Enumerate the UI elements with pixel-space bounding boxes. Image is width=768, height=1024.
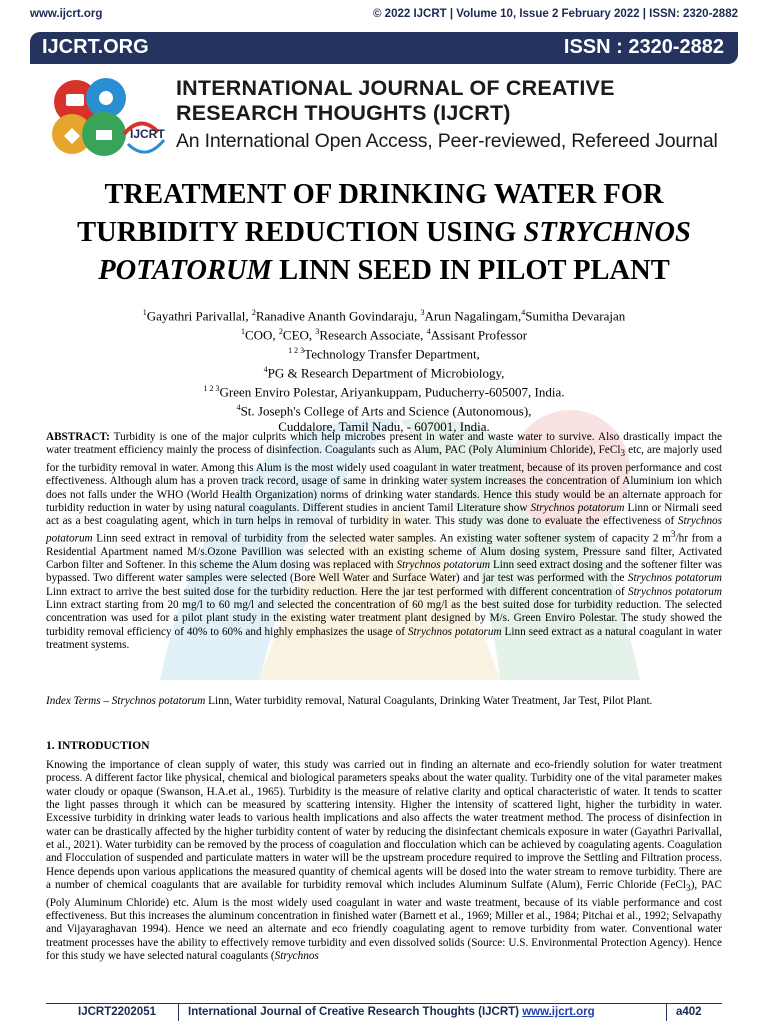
- author-names: $^1$Gayathri Parivallal, $^2$Ranadive Ananth Govindaraju, $^3$Arun Nagalingam,$^4$Sumitha Devarajan: [142, 308, 626, 324]
- paper-title: [30, 176, 738, 290]
- paper-id: IJCRT2202051: [78, 1006, 156, 1018]
- index-terms-label: Index Terms –: [46, 695, 112, 707]
- journal-banner: [30, 32, 738, 64]
- banner-site: IJCRT.ORG: [42, 36, 149, 58]
- journal-subtitle: An International Open Access, Peer-reviewed, Refereed Journal: [176, 130, 718, 152]
- section-heading-introduction: 1. INTRODUCTION: [46, 740, 150, 752]
- affiliation-2: $^4$PG & Research Department of Microbiology,: [263, 364, 505, 381]
- footer-divider: [178, 1004, 179, 1021]
- ijcrt-logo-icon: [46, 74, 168, 164]
- title-species: STRYCHNOS POTATORUM: [98, 217, 691, 286]
- footer-journal: International Journal of Creative Research Thoughts (IJCRT) www.ijcrt.org: [188, 1006, 595, 1018]
- affiliation-4: $^4$St. Joseph's College of Arts and Science (Autonomous),: [236, 402, 532, 418]
- affiliation-5: Cuddalore, Tamil Nadu, - 607001, India.: [278, 418, 490, 434]
- abstract-label: ABSTRACT:: [46, 431, 110, 443]
- running-header: [30, 8, 738, 24]
- abstract: ABSTRACT: Turbidity is one of the major culprits which help microbes present in water and waste water to survive. Also drastically impact the water treatment efficiency mainly the process of disinfection. Coagulants such as Alum, PAC (Poly Aluminium Chloride), FeCl$_3$ etc, are majorly used for the turbidity removal in water. Among this Alum is the most widely used coagulant in water treatment, because of its proven performance and cost effectiveness. Although alum has a proven track record, usage of same in drinking water system increases the concentration of Aluminium ion which does not falls under the WHO (World Health Organization) norms of drinking water standards. Hence this study would be an alternate approach for turbidity reduction in water by using natural coagulants. Different studies in ancient Tamil Literature show Strychnos potatorum Linn or Nirmali seed act as a best coagulating agent, which in turn helps in removal of turbidity in water. This study was done to evaluate the effectiveness of Strychnos potatorum Linn seed extract in removal of turbidity from the selected water samples. An existing water softener system of capacity 2 $m^3/hr$ from a Residential Apartment named M/s.Ozone Pavillion was selected with an existing scheme of Alum dosing system, Pressure sand filter, Activated Carbon filter and Softener. In this scheme the Alum dosing was replaced with Strychnos potatorum Linn seed extract dosing and the softener filter was bypassed. Two different water samples were selected (Bore Well Water and Surface Water) and jar test was performed with the Strychnos potatorum Linn extract to arrive the best suited dose for the turbidity reduction. Here the jar test performed with different concentration of Strychnos potatorum Linn extract starting from 20 mg/l to 60 mg/l and selected the concentration of 60 mg/l as the best suited dose for turbidity reduction. The selected concentration was used for a pilot plant study in the existing water treatment plant designed by M/s. Green Enviro Polestar. The study showed the turbidity removal efficiency of 40% to 60% and highly emphasizes the usage of Strychnos potatorum Linn seed extract as a natural coagulant in water treatment systems.: [46, 431, 723, 652]
- journal-name-line2: RESEARCH THOUGHTS (IJCRT): [176, 101, 511, 125]
- footer-site-link[interactable]: www.ijcrt.org: [522, 1006, 595, 1018]
- index-terms: Index Terms – Strychnos potatorum Linn, Water turbidity removal, Natural Coagulants, Drinking Water Treatment, Jar Test, Pilot Plant.: [46, 695, 653, 707]
- affiliation-3: $^{1 2 3}$Green Enviro Polestar, Ariyankuppam, Puducherry-605007, India.: [203, 383, 565, 400]
- introduction-body: Knowing the importance of clean supply of water, this study was carried out in finding an alternate and eco-friendly solution for water treatment process. A different factor like physical, chemical and biological parameters speaks about the water quality. Turbidity one of the vital parameter makes water cloudy or opaque (Swanson, H.A.et al., 1965). Turbidity is the measure of relative clarity and optical characteristic of water. It tends to scatter the light passes through it which can be measured by scattering intensity. Higher the intensity of scattered light, higher the turbidity in water. Excessive turbidity in drinking water leads to various health implications and also affects the water treatment method. The process of disinfection in water can be drastically affected by the higher turbidity content of water by reducing the disinfectant chemicals exposure in water (Gayathri Parivallal, et al., 2021). Water turbidity can be removed by the process of coagulation and flocculation which can be achieved by coagulating agents. Coagulation and Flocculation of suspended and particulate matters in water will be the upstream procedure required to improve the Settling and Filtration process. Hence depends upon various applications the measured quantity of chemical agents will be dosed into the water stream to remove turbidity. There are a number of chemical coagulants that are available for turbidity removal which includes Aluminum Sulfate (Alum), Ferric Chloride (FeCl$_3$), PAC (Poly Aluminum Chloride) etc. Alum is the most widely used coagulant in water and waste treatment, because of its viable performance and cost effectiveness. But this increases the aluminum concentration in finished water (Barnett et al., 1969; Miller et al., 1984; Pitchai et al., 1992; Selvapathy and Vijayaraghavan 1994). Hence we need an alternate and eco friendly coagulating agent to remove turbidity from water. Conventional water treatment processes have the ability to effectively remove turbidity and even dissolved solids (Source: U.S. Environmental Protection Agency). Hence for this study we have selected natural coagulants (Strychnos: [46, 759, 723, 963]
- page-footer: [46, 1003, 722, 1021]
- site-link[interactable]: www.ijcrt.org: [30, 8, 103, 20]
- affiliation-1: $^{1 2 3}$Technology Transfer Department,: [288, 345, 480, 362]
- banner-issn: ISSN : 2320-2882: [563, 36, 724, 58]
- footer-divider: [666, 1004, 667, 1021]
- author-roles: $^1$COO, $^2$CEO, $^3$Research Associate, $^4$Assisant Professor: [240, 326, 528, 343]
- journal-name: [176, 76, 736, 126]
- svg-text:IJCRT: IJCRT: [130, 127, 165, 141]
- journal-name-line1: INTERNATIONAL JOURNAL OF CREATIVE: [176, 76, 615, 100]
- author-block: [30, 305, 738, 434]
- title-text-2: LINN SEED IN PILOT PLANT: [271, 255, 670, 286]
- page-number: a402: [676, 1006, 702, 1018]
- copyright-line: © 2022 IJCRT | Volume 10, Issue 2 February 2022 | ISSN: 2320-2882: [373, 8, 738, 20]
- title-text-1: TREATMENT OF DRINKING WATER FOR TURBIDITY REDUCTION USING: [77, 179, 664, 248]
